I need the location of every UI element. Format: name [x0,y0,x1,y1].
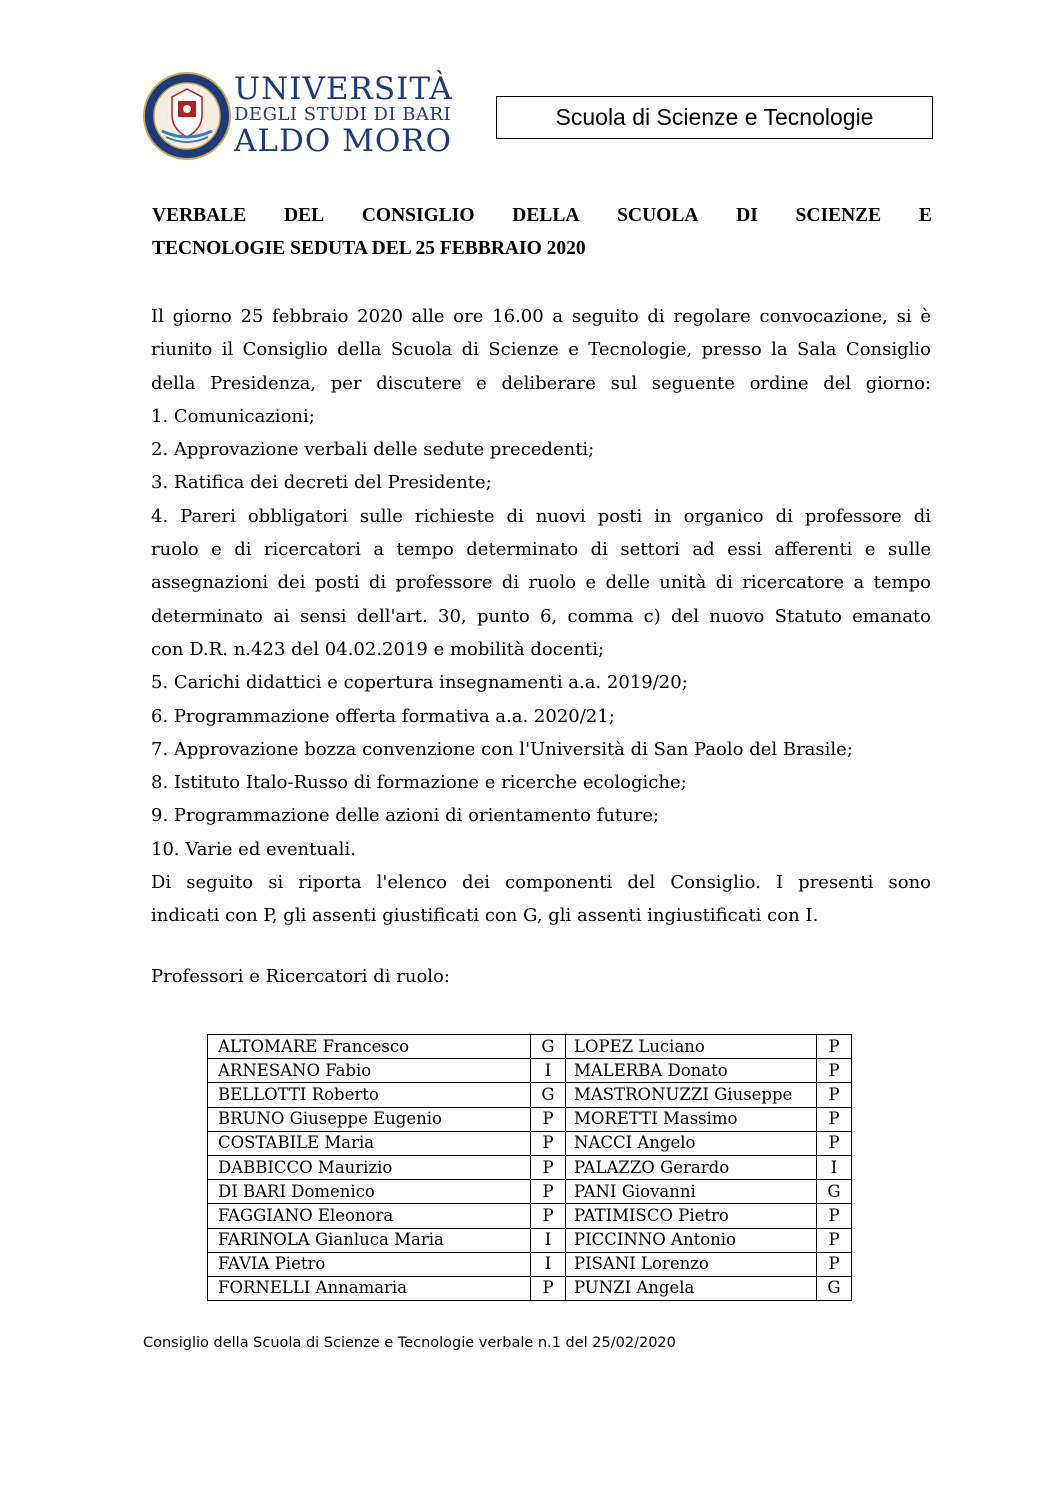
table-row [208,1180,852,1204]
document-title [152,199,932,265]
university-seal-icon [142,71,232,161]
agenda-item-line: 5. Carichi didattici e copertura insegnamenti a.a. 2019/20; [151,672,688,694]
legend-line: indicati con P, gli assenti giustificati con G, gli assenti ingiustificati con I. [151,905,819,927]
agenda-item [151,433,931,466]
title-word: SCUOLA [617,205,699,226]
member-status: P [817,1252,852,1276]
agenda-item-line: 10. Varie ed eventuali. [151,838,356,860]
member-name: PICCINNO Antonio [566,1228,817,1252]
member-status: P [531,1204,566,1228]
logo-line-universita: UNIVERSITÀ [234,71,453,107]
agenda-item [151,666,931,699]
member-status: P [531,1276,566,1300]
title-line-1 [152,199,932,232]
agenda-item [151,799,931,832]
table-row [208,1083,852,1107]
member-name: LOPEZ Luciano [566,1035,817,1059]
member-status: P [531,1107,566,1131]
agenda-item-line: 9. Programmazione delle azioni di orientamento future; [151,805,660,827]
intro-line: della Presidenza, per discutere e deliberare sul seguente ordine del giorno: [151,372,931,394]
title-word: DI [736,205,758,226]
table-row [208,1131,852,1155]
member-name: PISANI Lorenzo [566,1252,817,1276]
member-name: FAVIA Pietro [208,1252,531,1276]
table-row [208,1204,852,1228]
member-status: I [531,1059,566,1083]
section-title: Professori e Ricercatori di ruolo: [151,966,450,987]
agenda-item [151,500,931,666]
agenda-item [151,833,931,866]
member-name: PUNZI Angela [566,1276,817,1300]
member-status: P [531,1131,566,1155]
agenda-item-line: con D.R. n.423 del 04.02.2019 e mobilità docenti; [151,638,605,660]
agenda-item-line: 4. Pareri obbligatori sulle richieste di nuovi posti in organico di professore di [151,505,931,527]
agenda-item [151,466,931,499]
title-word: DEL [284,205,325,226]
agenda-item-line: 6. Programmazione offerta formativa a.a. 2020/21; [151,705,615,727]
member-name: FAGGIANO Eleonora [208,1204,531,1228]
member-name: PANI Giovanni [566,1180,817,1204]
member-status: P [817,1131,852,1155]
member-status: P [531,1180,566,1204]
members-table [207,1034,852,1301]
member-status: G [817,1276,852,1300]
member-name: MASTRONUZZI Giuseppe [566,1083,817,1107]
intro-paragraph [151,300,931,400]
member-status: I [531,1252,566,1276]
agenda-item-line: 2. Approvazione verbali delle sedute precedenti; [151,439,595,461]
member-name: DI BARI Domenico [208,1180,531,1204]
member-status: G [531,1083,566,1107]
member-name: BRUNO Giuseppe Eugenio [208,1107,531,1131]
agenda-item-line: assegnazioni dei posti di professore di ruolo e delle unità di ricercatore a tempo [151,572,931,594]
agenda-item [151,733,931,766]
table-row [208,1107,852,1131]
intro-line: riunito il Consiglio della Scuola di Scienze e Tecnologie, presso la Sala Consiglio [151,339,931,361]
title-word: E [918,205,932,226]
legend-line: Di seguito si riporta l'elenco dei componenti del Consiglio. I presenti sono [151,872,931,894]
agenda-item [151,766,931,799]
agenda-item [151,400,931,433]
member-name: FARINOLA Gianluca Maria [208,1228,531,1252]
member-name: ARNESANO Fabio [208,1059,531,1083]
legend-paragraph [151,866,931,933]
school-name-box: Scuola di Scienze e Tecnologie [496,96,933,139]
member-name: FORNELLI Annamaria [208,1276,531,1300]
member-name: NACCI Angelo [566,1131,817,1155]
member-name: ALTOMARE Francesco [208,1035,531,1059]
page-footer: Consiglio della Scuola di Scienze e Tecnologie verbale n.1 del 25/02/2020 [143,1335,676,1351]
agenda-item [151,700,931,733]
member-status: P [817,1035,852,1059]
member-name: BELLOTTI Roberto [208,1083,531,1107]
table-row [208,1252,852,1276]
member-status: I [817,1155,852,1179]
table-row [208,1035,852,1059]
agenda-item-line: ruolo e di ricercatori a tempo determinato di settori ad essi afferenti e sulle [151,539,931,561]
intro-line: Il giorno 25 febbraio 2020 alle ore 16.00 a seguito di regolare convocazione, si è [151,306,931,327]
title-word: DELLA [512,205,580,226]
member-name: PATIMISCO Pietro [566,1204,817,1228]
title-word: VERBALE [152,205,247,226]
table-row [208,1155,852,1179]
table-row [208,1059,852,1083]
agenda-item-line: determinato ai sensi dell'art. 30, punto 6, comma c) del nuovo Statuto emanato [151,605,931,627]
member-status: P [817,1228,852,1252]
member-status: I [531,1228,566,1252]
agenda-item-line: 1. Comunicazioni; [151,405,315,427]
document-body [151,300,931,933]
member-status: P [817,1204,852,1228]
table-row [208,1276,852,1300]
agenda-item-line: 8. Istituto Italo-Russo di formazione e ricerche ecologiche; [151,772,687,794]
title-line-2: TECNOLOGIE SEDUTA DEL 25 FEBBRAIO 2020 [152,238,586,259]
member-name: COSTABILE Maria [208,1131,531,1155]
agenda-list [151,400,931,866]
title-word: SCIENZE [795,205,882,226]
member-name: MORETTI Massimo [566,1107,817,1131]
member-status: P [817,1059,852,1083]
member-name: PALAZZO Gerardo [566,1155,817,1179]
agenda-item-line: 7. Approvazione bozza convenzione con l'Università di San Paolo del Brasile; [151,738,853,760]
member-status: P [817,1083,852,1107]
member-name: MALERBA Donato [566,1059,817,1083]
university-logo [142,71,453,161]
logo-line-degli-studi: DEGLI STUDI DI BARI [234,104,452,125]
logo-line-aldo-moro: ALDO MORO [234,123,453,159]
member-status: G [531,1035,566,1059]
table-row [208,1228,852,1252]
member-name: DABBICCO Maurizio [208,1155,531,1179]
agenda-item-line: 3. Ratifica dei decreti del Presidente; [151,472,492,494]
member-status: G [817,1180,852,1204]
member-status: P [531,1155,566,1179]
title-word: CONSIGLIO [361,205,475,226]
member-status: P [817,1107,852,1131]
